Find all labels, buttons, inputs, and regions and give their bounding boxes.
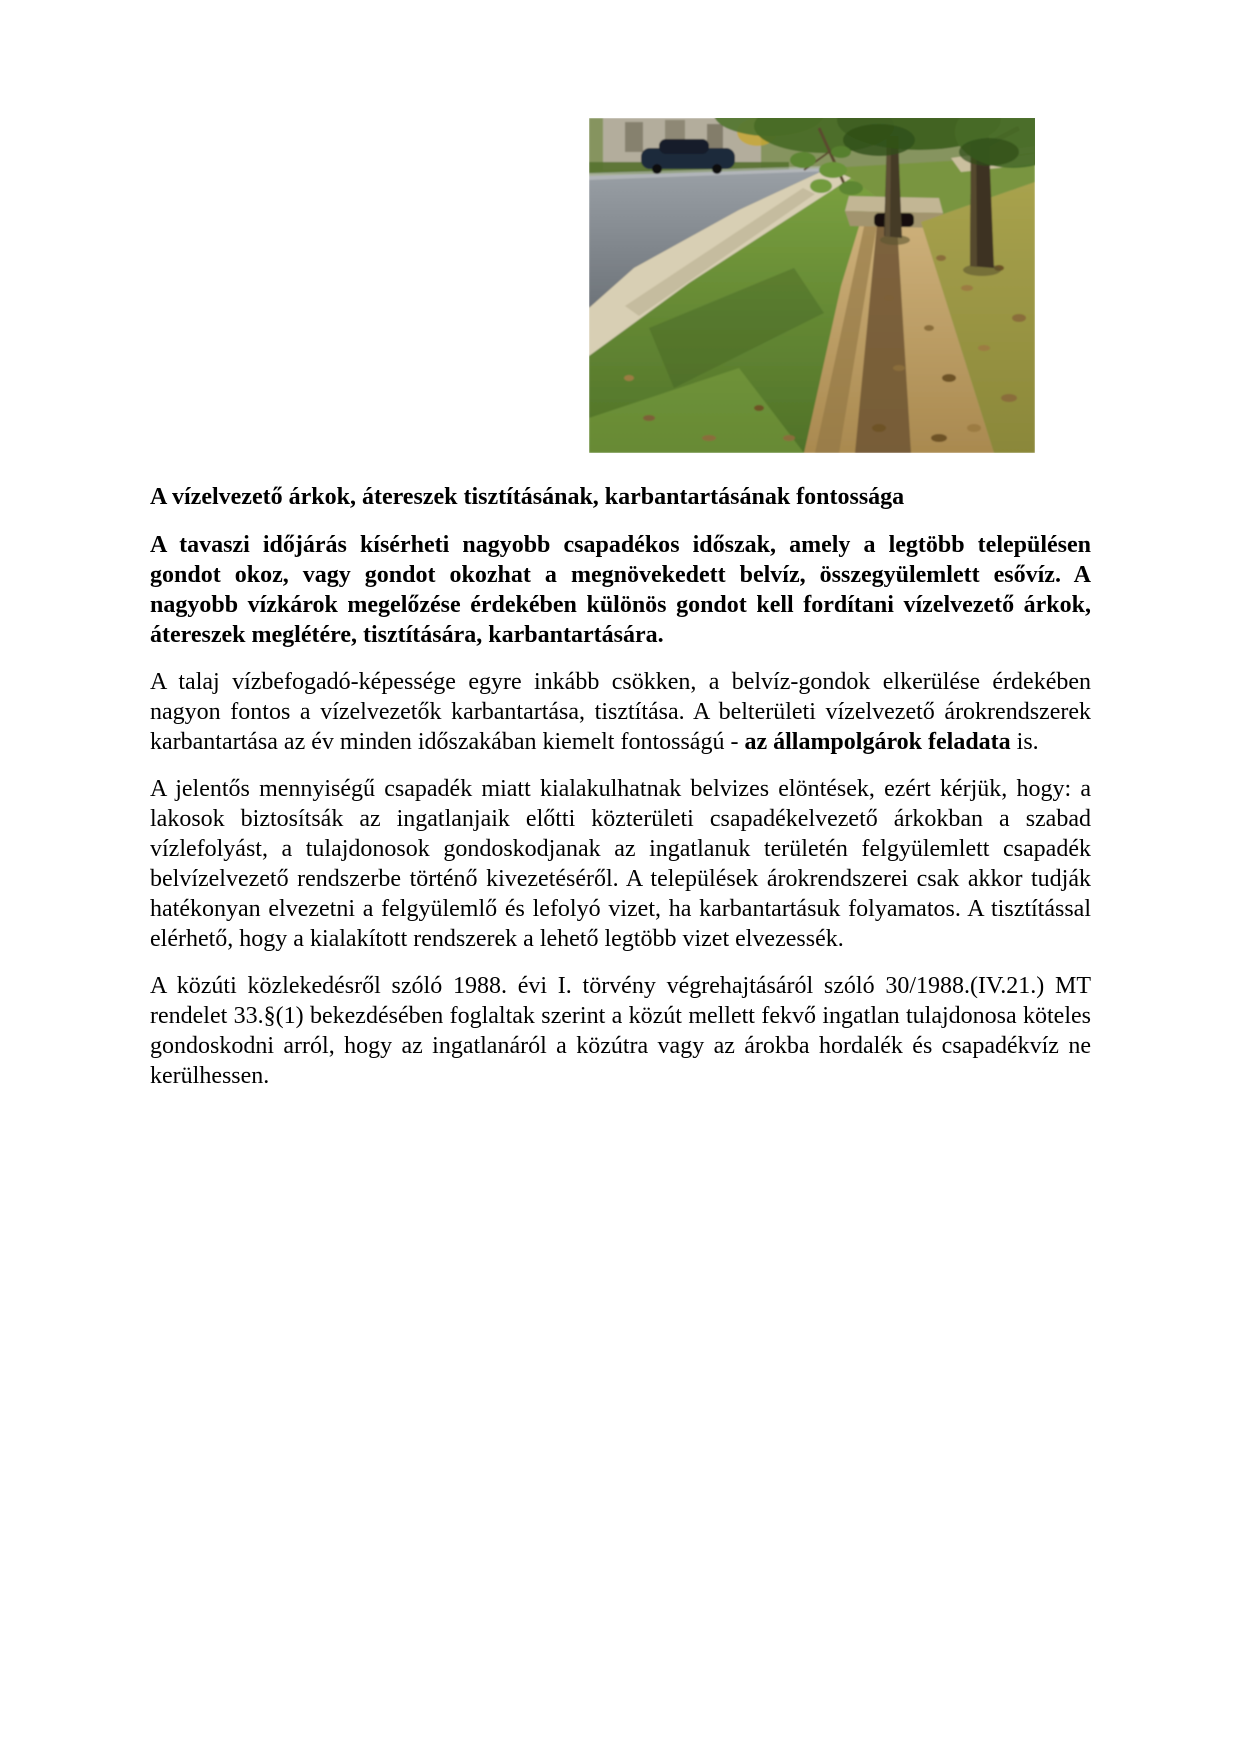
text-run-bold: az állampolgárok feladata [744, 729, 1011, 755]
text-run: is. [1010, 729, 1039, 755]
paragraph-spring-weather [150, 530, 1091, 650]
drainage-ditch-photo [589, 118, 1035, 453]
text-run: A talaj vízbefogadó-képessége egyre inkább csökken, a belvíz-gondok elkerülése érdekében nagyon fontos a vízelvezetők karbantartása, tisztítása. A belterületi vízelvezető árokrendszerek karbantartása az év minden időszakában kiemelt fontosságú - [150, 669, 1091, 755]
text-run: A tavaszi időjárás kísérheti nagyobb csapadékos időszak, amely a legtöbb településen gondot okoz, vagy gondot okozhat a megnövekedett belvíz, összegyülemlett esővíz. A nagyobb vízkárok megelőzése érdekében különös gondot kell fordítani vízelvezető árkok, átereszek meglétére, tisztítására, karbantartására. [150, 532, 1091, 648]
text-run: A jelentős mennyiségű csapadék miatt kialakulhatnak belvizes elöntések, ezért kérjük, hogy: a lakosok biztosítsák az ingatlanjaik előtti közterületi csapadékelvezető árkokban a szabad vízlefolyást, a tulajdonosok gondoskodjanak az ingatlanuk területén felgyülemlett csapadék belvízelvezető rendszerbe történő kivezetéséről. A települések árokrendszerei csak akkor tudják hatékonyan elvezetni a felgyülemlő és lefolyó vizet, ha karbantartásuk folyamatos. A tisztítással elérhető, hogy a kialakított rendszerek a lehető legtöbb vizet elvezessék. [150, 776, 1091, 952]
text-run: A közúti közlekedésről szóló 1988. évi I. törvény végrehajtásáról szóló 30/1988.(IV.21.) MT rendelet 33.§(1) bekezdésében foglaltak szerint a közút mellett fekvő ingatlan tulajdonosa köteles gondoskodni arról, hogy az ingatlanáról a közútra vagy az árokba hordalék és csapadékvíz ne kerülhessen. [150, 973, 1091, 1089]
drainage-ditch-photo-svg [589, 118, 1035, 453]
paragraph-road-law [150, 971, 1091, 1091]
paragraph-residents-request [150, 774, 1091, 954]
document-body [150, 482, 1091, 1108]
paragraph-soil-capacity [150, 667, 1091, 757]
page-title: A vízelvezető árkok, átereszek tisztításának, karbantartásának fontossága [150, 484, 905, 510]
